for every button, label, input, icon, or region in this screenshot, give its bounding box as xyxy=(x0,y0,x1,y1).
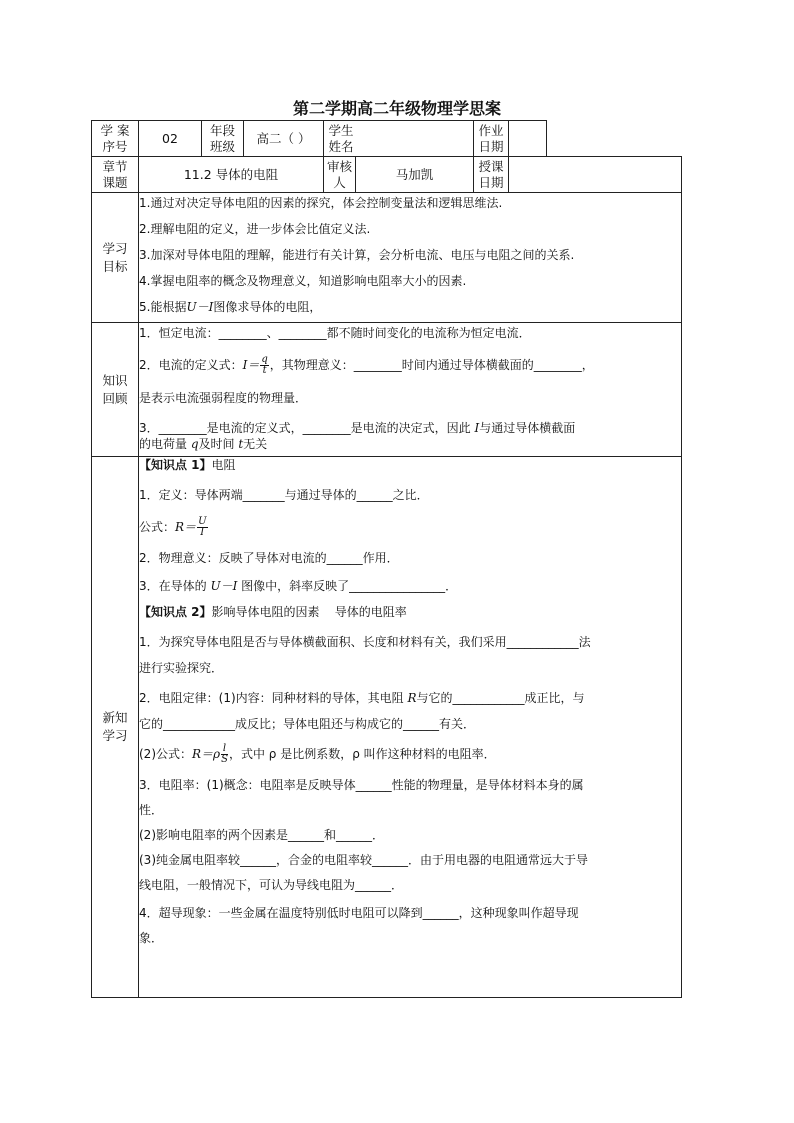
current-formula-fraction: $\frac{q}{t}$ xyxy=(261,354,268,376)
slope-line: 3．在导体的 U－I 图像中，斜率反映了________________． xyxy=(139,579,458,593)
superconductivity-line-1: 4．超导现象：一些金属在温度特别低时电阻可以降到______，这种现象叫作超导现 xyxy=(139,906,579,920)
goal-3: 3.加深对导体电阻的理解，能进行有关计算，会分析电流、电压与电阻之间的关系. xyxy=(139,248,575,262)
learning-goals-label: 学习 目标 xyxy=(92,193,139,323)
physical-meaning-line: 2．物理意义：反映了导体对电流的______作用． xyxy=(139,551,399,565)
resistivity-formula-fraction: $\frac{l}{S}$ xyxy=(221,743,228,765)
reviewer-value: 马加凯 xyxy=(356,157,474,193)
chapter-topic-label: 章节 课题 xyxy=(92,157,139,193)
experiment-line-1: 1．为探究导体电阻是否与导体横截面积、长度和材料有关，我们采用____________法 xyxy=(139,635,591,649)
review-line-5: 的电荷量 q及时间 t无关 xyxy=(139,437,268,451)
new-knowledge-content xyxy=(139,457,682,998)
resistance-formula-line: 公式：R＝ $\frac{U}{I}$ xyxy=(139,516,207,538)
knowledge-point-2-heading: 【知识点 2】影响导体电阻的因素 导体的电阻率 xyxy=(139,605,407,619)
goal-4: 4.掌握电阻率的概念及物理意义，知道影响电阻率大小的因素. xyxy=(139,274,467,288)
resistivity-formula-line: (2)公式：R＝ρ $\frac{l}{S}$ ，式中 ρ 是比例系数，ρ 叫作这种材料的电阻率． xyxy=(139,743,496,765)
resistance-formula-fraction: $\frac{U}{I}$ xyxy=(198,516,207,538)
new-knowledge-label: 新知 学习 xyxy=(92,457,139,998)
goal-2: 2.理解电阻的定义，进一步体会比值定义法. xyxy=(139,222,371,236)
review-line-3: 是表示电流强弱程度的物理量． xyxy=(139,391,308,405)
grade-class-value[interactable]: 高二（ ） xyxy=(244,121,324,157)
resistance-law-line-2: 它的____________成反比；导体电阻还与构成它的______有关． xyxy=(139,717,476,731)
knowledge-point-1-heading: 【知识点 1】电阻 xyxy=(139,458,236,472)
resistance-law-line-1: 2．电阻定律：(1)内容：同种材料的导体，其电阻 R与它的____________成正比，与 xyxy=(139,691,585,705)
review-line-2: 2．电流的定义式：I＝ $\frac{q}{t}$ ，其物理意义：________时间内通过导体横截面的________， xyxy=(139,354,594,376)
grade-class-label: 年段 班级 xyxy=(202,121,244,157)
goal-1: 1.通过对决定导体电阻的因素的探究，体会控制变量法和逻辑思维法. xyxy=(139,196,503,210)
homework-date-value[interactable] xyxy=(509,121,547,157)
chapter-topic-value: 11.2 导体的电阻 xyxy=(139,157,324,193)
metal-resistivity-line-2: 线电阻，一般情况下，可认为导线电阻为______． xyxy=(139,878,404,892)
teaching-date-label: 授课 日期 xyxy=(474,157,509,193)
page-title: 第二学期高二年级物理学思案 xyxy=(292,99,501,118)
reviewer-label: 审核 人 xyxy=(324,157,356,193)
study-plan-table xyxy=(91,120,682,998)
definition-line: 1．定义：导体两端_______与通过导体的______之比． xyxy=(139,488,429,502)
lesson-number-label: 学 案 序号 xyxy=(92,121,139,157)
review-line-1: 1．恒定电流：________、________都不随时间变化的电流称为恒定电流． xyxy=(139,326,531,340)
teaching-date-value[interactable] xyxy=(509,157,682,193)
resistivity-concept-line-1: 3．电阻率：(1)概念：电阻率是反映导体______性能的物理量，是导体材料本身的属 xyxy=(139,778,584,792)
lesson-number-value: 02 xyxy=(139,121,202,157)
experiment-line-2: 进行实验探究． xyxy=(139,661,224,675)
resistivity-factors-line: (2)影响电阻率的两个因素是______和______． xyxy=(139,828,384,842)
resistivity-concept-line-2: 性． xyxy=(139,803,164,817)
student-name-label: 学生 姓名 xyxy=(324,121,474,157)
homework-date-label: 作业 日期 xyxy=(474,121,509,157)
knowledge-review-label: 知识 回顾 xyxy=(92,323,139,457)
learning-goals-content xyxy=(139,193,682,323)
superconductivity-line-2: 象． xyxy=(139,931,164,945)
metal-resistivity-line-1: (3)纯金属电阻率较______，合金的电阻率较______．由于用电器的电阻通常远大于导 xyxy=(139,853,589,867)
review-line-4: 3．________是电流的定义式，________是电流的决定式，因此 I与通过导体横截面 xyxy=(139,421,576,435)
goal-5: 5.能根据U－I图像求导体的电阻， xyxy=(139,300,322,314)
knowledge-review-content xyxy=(139,323,682,457)
